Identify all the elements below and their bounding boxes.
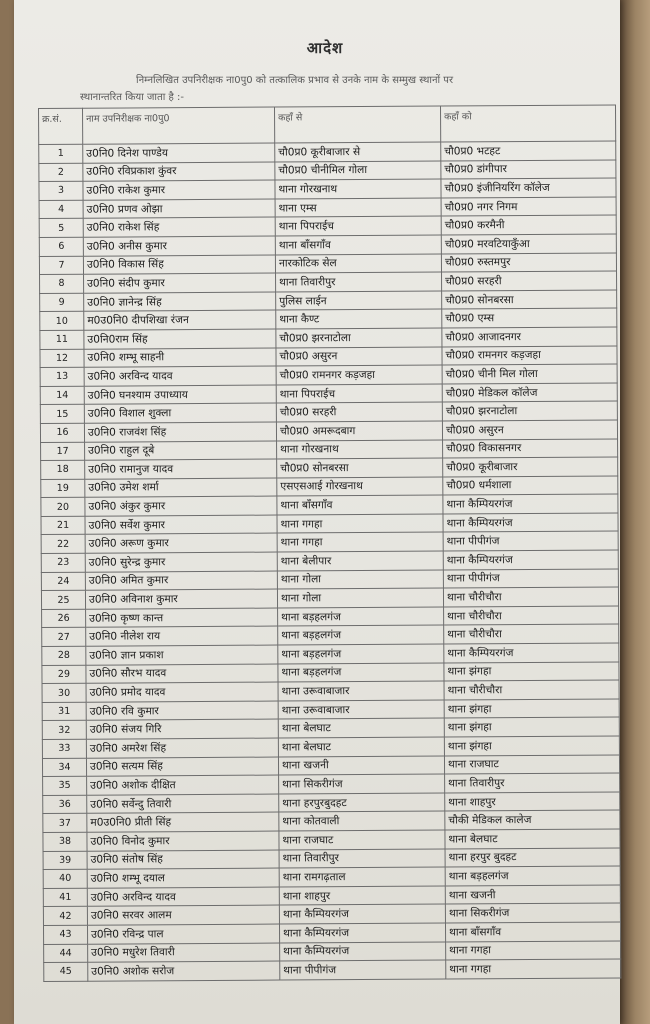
row-to: थाना चौरीचौरा (444, 680, 619, 700)
row-officer-name: उ0नि0 मधुरेश तिवारी (88, 943, 280, 963)
row-officer-name: उ0नि0 सत्यम सिंह (86, 757, 278, 777)
row-from: थाना बड़हलगंज (278, 663, 444, 683)
row-serial: 35 (43, 776, 87, 795)
row-to: थाना झंगहा (444, 717, 619, 737)
row-from: थाना हरपुरबुदहट (279, 793, 445, 813)
row-from: थाना गगहा (277, 514, 443, 534)
row-to: चौ0प्र0 चीनी मिल गोला (442, 364, 617, 384)
row-officer-name: उ0नि0 अरूण कुमार (85, 534, 277, 554)
row-from: चौ0प्र0 चीनीमिल गोला (275, 161, 441, 181)
row-serial: 27 (42, 628, 86, 647)
row-serial: 7 (39, 256, 83, 275)
row-from: चौ0प्र0 रामनगर कड़जहा (276, 365, 442, 385)
row-officer-name: उ0नि0 अमित कुमार (85, 571, 277, 591)
row-officer-name: उ0नि0 दिनेश पाण्डेय (83, 143, 275, 163)
row-serial: 25 (41, 590, 85, 609)
row-to: चौ0प्र0 धर्मशाला (443, 476, 618, 496)
row-serial: 8 (40, 274, 84, 293)
row-officer-name: उ0नि0 उमेश शर्मा (85, 478, 277, 498)
row-to: थाना हरपुर बुदहट (445, 848, 620, 868)
row-officer-name: उ0नि0 ज्ञान प्रकाश (86, 645, 278, 665)
row-from: चौ0प्र0 सोनबरसा (277, 458, 443, 478)
intro-text (80, 72, 615, 106)
row-officer-name: उ0नि0 रविन्द्र पाल (87, 924, 279, 944)
document-title: आदेश (306, 39, 344, 57)
row-from: थाना रामगढ़ताल (279, 867, 445, 887)
row-to: चौ0प्र0 आजादनगर (442, 327, 617, 347)
table-row (44, 959, 621, 981)
row-to: चौ0प्र0 एम्स (442, 308, 617, 328)
row-serial: 15 (40, 405, 84, 424)
row-officer-name: उ0नि0 अशोक सरोज (88, 961, 280, 981)
row-from: थाना बेलघाट (278, 737, 444, 757)
row-from: थाना सिकरीगंज (279, 774, 445, 794)
row-from: पुलिस लाईन (276, 291, 442, 311)
row-officer-name: उ0नि0 अरविन्द यादव (84, 366, 276, 386)
row-from: चौ0प्र0 झरनाटोला (276, 328, 442, 348)
row-to: चौ0प्र0 सरहरी (442, 271, 617, 291)
row-serial: 37 (43, 814, 87, 833)
row-from: थाना पिपराईच (275, 216, 441, 236)
transfer-table (38, 104, 621, 981)
row-serial: 36 (43, 795, 87, 814)
row-serial: 6 (39, 237, 83, 256)
row-from: थाना बेलघाट (278, 718, 444, 738)
row-to: चौ0प्र0 करमैनी (441, 215, 616, 235)
row-to: चौ0प्र0 कूरीबाजार (443, 457, 618, 477)
row-serial: 45 (44, 962, 88, 981)
row-officer-name: उ0नि0 राजवंश सिंह (84, 422, 276, 442)
row-serial: 29 (42, 665, 86, 684)
row-serial: 5 (39, 219, 83, 238)
row-to: चौ0प्र0 रामनगर कड़जहा (442, 345, 617, 365)
row-officer-name: उ0नि0 विकास सिंह (83, 255, 275, 275)
row-to: थाना चौरीचौरा (444, 624, 619, 644)
row-officer-name: उ0नि0 विशाल शुक्ला (84, 403, 276, 423)
row-serial: 19 (41, 479, 85, 498)
row-to: थाना कैम्पियरगंज (444, 643, 619, 663)
row-from: चौ0प्र0 कूरीबाजार से (275, 142, 441, 162)
row-to: थाना सिकरीगंज (445, 903, 620, 923)
row-to: थाना चौरीचौरा (444, 606, 619, 626)
row-officer-name: उ0नि0 शम्भू साहनी (84, 348, 276, 368)
row-officer-name: उ0नि0 विनोद कुमार (87, 831, 279, 851)
intro-line-2: स्थानान्तरित किया जाता है :- (80, 92, 184, 103)
header-serial: क्र.सं. (39, 108, 83, 144)
row-serial: 32 (42, 721, 86, 740)
row-to: चौ0प्र0 मेडिकल कॉलेज (442, 383, 617, 403)
row-serial: 24 (41, 572, 85, 591)
row-serial: 3 (39, 181, 83, 200)
row-officer-name: उ0नि0 सरवर आलम (87, 905, 279, 925)
row-from: थाना एम्स (275, 198, 441, 218)
row-to: थाना गगहा (446, 940, 621, 960)
row-from: थाना पीपीगंज (280, 960, 446, 980)
row-serial: 9 (40, 293, 84, 312)
row-to: चौ0प्र0 असुरन (442, 420, 617, 440)
row-from: थाना शाहपुर (279, 886, 445, 906)
row-officer-name: उ0नि0 सर्वेन्दु तिवारी (87, 794, 279, 814)
row-serial: 38 (43, 832, 87, 851)
row-to: थाना झंगहा (444, 736, 619, 756)
row-officer-name: उ0नि0 सौरभ यादव (86, 664, 278, 684)
row-officer-name: उ0नि0 राकेश कुमार (83, 180, 275, 200)
row-to: थाना तिवारीपुर (445, 773, 620, 793)
row-to: थाना गगहा (446, 959, 621, 979)
row-to: थाना झंगहा (444, 699, 619, 719)
row-from: थाना गोरखनाथ (277, 440, 443, 460)
row-serial: 42 (43, 907, 87, 926)
row-officer-name: उ0नि0 ज्ञानेन्द्र सिंह (84, 292, 276, 312)
row-from: थाना गगहा (277, 533, 443, 553)
row-from: थाना बाँसगाँव (277, 495, 443, 515)
row-from: थाना कैम्पियरगंज (279, 923, 445, 943)
header-from: कहाँ से (274, 106, 440, 143)
row-from: थाना कैम्पियरगंज (280, 942, 446, 962)
row-serial: 43 (43, 925, 87, 944)
row-serial: 26 (42, 609, 86, 628)
row-serial: 13 (40, 367, 84, 386)
row-officer-name: उ0नि0 संजय गिरि (86, 719, 278, 739)
row-serial: 18 (41, 460, 85, 479)
row-officer-name: उ0नि0 प्रमोद यादव (86, 682, 278, 702)
row-to: थाना शाहपुर (445, 792, 620, 812)
row-officer-name: उ0नि0 संदीप कुमार (84, 273, 276, 293)
row-serial: 14 (40, 386, 84, 405)
row-to: थाना कैम्पियरगंज (443, 513, 618, 533)
row-officer-name: उ0नि0 अरविन्द यादव (87, 887, 279, 907)
row-officer-name: म0उ0नि0 प्रीती सिंह (87, 812, 279, 832)
row-officer-name: उ0नि0 अमरेश सिंह (86, 738, 278, 758)
row-from: एसएसआई गोरखनाथ (277, 477, 443, 497)
row-to: चौ0प्र0 नगर निगम (441, 197, 616, 217)
row-serial: 40 (43, 869, 87, 888)
row-officer-name: उ0नि0 शम्भू दयाल (87, 868, 279, 888)
row-officer-name: म0उ0नि0 दीपशिखा रंजन (84, 310, 276, 330)
row-from: थाना तिवारीपुर (279, 849, 445, 869)
row-from: थाना बाँसगाँव (275, 235, 441, 255)
row-officer-name: उ0नि0 सर्वेश कुमार (85, 515, 277, 535)
row-from: चौ0प्र0 सरहरी (276, 402, 442, 422)
row-serial: 28 (42, 646, 86, 665)
background-edge (620, 0, 650, 1024)
row-to: थाना कैम्पियरगंज (443, 494, 618, 514)
row-serial: 4 (39, 200, 83, 219)
row-officer-name: उ0नि0 प्रणव ओझा (83, 199, 275, 219)
table-header-row (39, 105, 616, 145)
row-to: चौ0प्र0 रुस्तमपुर (441, 253, 616, 273)
row-serial: 11 (40, 330, 84, 349)
row-to: थाना बेलघाट (445, 829, 620, 849)
row-officer-name: उ0नि0 सुरेन्द्र कुमार (85, 552, 277, 572)
row-to: चौ0प्र0 भटहट (441, 141, 616, 161)
row-serial: 16 (40, 423, 84, 442)
row-serial: 44 (44, 944, 88, 963)
row-serial: 22 (41, 535, 85, 554)
row-from: थाना उरूवाबाजार (278, 700, 444, 720)
row-serial: 33 (42, 739, 86, 758)
row-from: थाना पिपराईच (276, 384, 442, 404)
row-from: नारकोटिक सेल (275, 254, 441, 274)
row-to: थाना बड़हलगंज (445, 866, 620, 886)
row-from: थाना कोतवाली (279, 811, 445, 831)
row-from: थाना कैम्पियरगंज (279, 904, 445, 924)
row-officer-name: उ0नि0 अशोक दीक्षित (87, 775, 279, 795)
row-to: थाना खजनी (445, 885, 620, 905)
row-from: चौ0प्र0 असुरन (276, 347, 442, 367)
row-to: थाना पीपीगंज (443, 569, 618, 589)
row-officer-name: उ0नि0 अंकुर कुमार (85, 496, 277, 516)
intro-line-1: निम्नलिखित उपनिरीक्षक ना0पु0 को तत्कालिक प्रभाव से उनके नाम के सम्मुख स्थानों पर (136, 75, 454, 86)
row-officer-name: उ0नि0 नीलेश राय (86, 626, 278, 646)
row-officer-name: उ0नि0 कृष्ण कान्त (86, 608, 278, 628)
row-officer-name: उ0नि0 राहुल दूबे (85, 441, 277, 461)
row-from: थाना गोरखनाथ (275, 179, 441, 199)
row-serial: 23 (41, 553, 85, 572)
row-serial: 20 (41, 498, 85, 517)
row-from: थाना गोला (277, 570, 443, 590)
header-to: कहाँ को (440, 105, 615, 142)
row-to: चौ0प्र0 डांगीपार (441, 160, 616, 180)
row-to: चौकी मेडिकल कालेज (445, 810, 620, 830)
row-from: थाना तिवारीपुर (276, 272, 442, 292)
row-officer-name: उ0नि0 रामानुज यादव (85, 459, 277, 479)
header-name: नाम उपनिरीक्षक ना0पु0 (83, 107, 275, 144)
row-serial: 34 (42, 758, 86, 777)
row-officer-name: उ0नि0 रविप्रकाश कुंवर (83, 162, 275, 182)
row-serial: 17 (41, 442, 85, 461)
row-to: थाना चौरीचौरा (443, 587, 618, 607)
row-from: थाना बड़हलगंज (278, 625, 444, 645)
row-serial: 39 (43, 851, 87, 870)
row-serial: 31 (42, 702, 86, 721)
row-serial: 12 (40, 349, 84, 368)
row-from: थाना कैण्ट (276, 309, 442, 329)
row-from: थाना बेलीपार (277, 551, 443, 571)
row-officer-name: उ0नि0 रवि कुमार (86, 701, 278, 721)
row-from: थाना बड़हलगंज (278, 607, 444, 627)
row-to: चौ0प्र0 विकासनगर (443, 438, 618, 458)
row-officer-name: उ0नि0 अविनाश कुमार (85, 589, 277, 609)
row-to: थाना झंगहा (444, 662, 619, 682)
row-to: चौ0प्र0 झरनाटोला (442, 401, 617, 421)
row-officer-name: उ0नि0राम सिंह (84, 329, 276, 349)
row-officer-name: उ0नि0 राकेश सिंह (83, 217, 275, 237)
row-to: चौ0प्र0 सोनबरसा (442, 290, 617, 310)
row-to: चौ0प्र0 इंजीनियरिंग कॉलेज (441, 178, 616, 198)
row-from: थाना राजघाट (279, 830, 445, 850)
row-to: चौ0प्र0 मरवटियाकुँआ (441, 234, 616, 254)
row-serial: 2 (39, 163, 83, 182)
row-officer-name: उ0नि0 अनीस कुमार (83, 236, 275, 256)
row-serial: 21 (41, 516, 85, 535)
row-serial: 30 (42, 683, 86, 702)
row-officer-name: उ0नि0 संतोष सिंह (87, 850, 279, 870)
row-serial: 41 (43, 888, 87, 907)
row-from: थाना गोला (277, 588, 443, 608)
row-officer-name: उ0नि0 घनश्याम उपाध्याय (84, 385, 276, 405)
table-body (39, 141, 621, 981)
row-to: थाना राजघाट (444, 755, 619, 775)
row-to: थाना बाँसगाँव (445, 922, 620, 942)
row-to: थाना कैम्पियरगंज (443, 550, 618, 570)
row-serial: 1 (39, 144, 83, 163)
row-from: चौ0प्र0 अमरूदबाग (276, 421, 442, 441)
row-from: थाना खजनी (278, 756, 444, 776)
row-from: थाना बड़हलगंज (278, 644, 444, 664)
row-to: थाना पीपीगंज (443, 531, 618, 551)
row-from: थाना उरूवाबाजार (278, 681, 444, 701)
row-serial: 10 (40, 312, 84, 331)
